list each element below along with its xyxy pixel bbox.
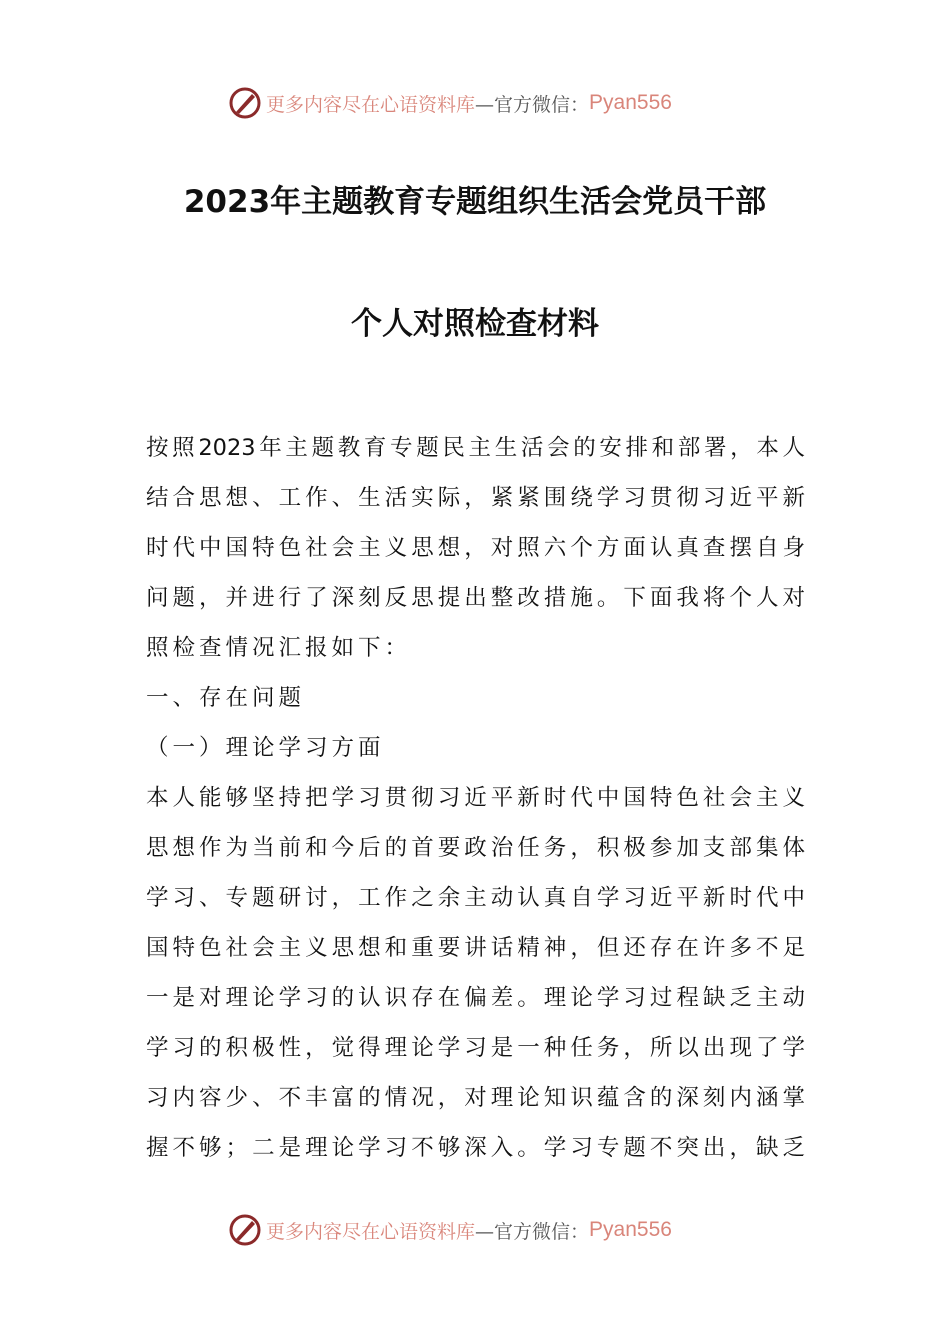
body-line: 按照2023年主题教育专题民主生活会的安排和部署，本人 [146, 435, 805, 461]
body-line: 问题，并进行了深刻反思提出整改措施。下面我将个人对 [146, 585, 805, 611]
pen-logo-icon [228, 1213, 262, 1247]
body-line: 结合思想、工作、生活实际，紧紧围绕学习贯彻习近平新 [146, 485, 805, 511]
pen-logo-icon [228, 86, 262, 120]
title-line-2: 个人对照检查材料 [351, 306, 599, 342]
watermark-text: 更多内容尽在心语资料库 [266, 1220, 476, 1243]
body-line: 本人能够坚持把学习贯彻习近平新时代中国特色社会主义 [146, 785, 805, 811]
header-watermark [228, 85, 672, 121]
watermark-wechat-label: —官方微信： [475, 1220, 590, 1243]
footer-watermark [228, 1212, 672, 1248]
watermark-wechat-id: Pyan556 [589, 91, 672, 114]
body-line: 思想作为当前和今后的首要政治任务，积极参加支部集体 [146, 835, 805, 861]
title-line-1: 2023年主题教育专题组织生活会党员干部 [183, 184, 767, 220]
body-line: 一是对理论学习的认识存在偏差。理论学习过程缺乏主动 [146, 985, 805, 1011]
body-line: 一、存在问题 [146, 685, 306, 711]
watermark-wechat-label: —官方微信： [475, 93, 590, 116]
body-line: 习内容少、不丰富的情况，对理论知识蕴含的深刻内涵掌 [146, 1085, 805, 1111]
body-line: 国特色社会主义思想和重要讲话精神，但还存在许多不足 [146, 935, 805, 961]
body-line: 时代中国特色社会主义思想，对照六个方面认真查摆自身 [146, 535, 805, 561]
body-line: 学习、专题研讨，工作之余主动认真自学习近平新时代中 [146, 885, 805, 911]
body-line: 握不够；二是理论学习不够深入。学习专题不突出，缺乏 [146, 1135, 805, 1161]
watermark-wechat-id: Pyan556 [589, 1218, 672, 1241]
watermark-text: 更多内容尽在心语资料库 [266, 93, 476, 116]
body-line: 学习的积极性，觉得理论学习是一种任务，所以出现了学 [146, 1035, 805, 1061]
body-line: 照检查情况汇报如下： [146, 635, 412, 661]
body-line: （一）理论学习方面 [146, 735, 385, 761]
